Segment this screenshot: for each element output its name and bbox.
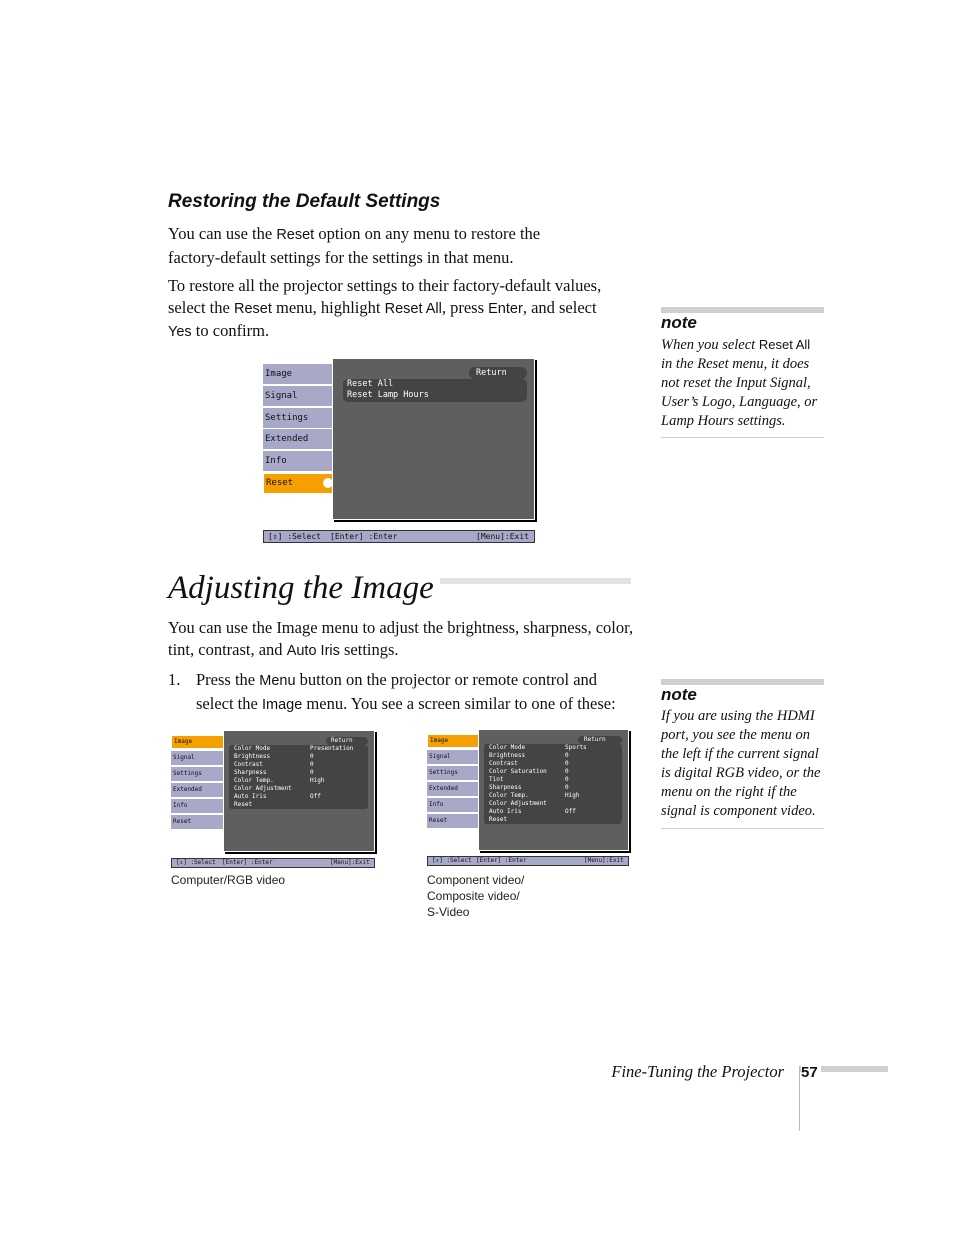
- menu-status-bar: [427, 856, 629, 866]
- paragraph-restore-all: To restore all the projector settings to their factory-default values, select the Reset menu, highlight Reset All, press Enter, and select Yes to confirm.: [168, 276, 602, 340]
- menu-row: [489, 800, 619, 808]
- menu-item-reset-all: Reset All: [347, 379, 394, 389]
- step-1: 1. Press the Menu button on the projector or remote control and select the Image menu. You see a screen similar to one of these:: [168, 670, 616, 713]
- menu-tab-info: Info: [171, 799, 226, 813]
- menu-status-bar: [263, 530, 535, 543]
- menu-row: [234, 769, 364, 777]
- section-heading-restoring: Restoring the Default Settings: [168, 191, 441, 212]
- menu-row-label: Color Saturation: [489, 768, 547, 775]
- menu-return-label: Return: [578, 736, 622, 744]
- menu-row-label: Reset: [234, 801, 253, 808]
- menu-row-value: High: [565, 792, 580, 799]
- status-select: [⇕] :Select: [432, 857, 472, 864]
- menu-row: [489, 760, 619, 768]
- menu-row: [234, 785, 364, 793]
- menu-tab-settings: Settings: [263, 408, 336, 428]
- menu-row: [489, 784, 619, 792]
- menu-return-label: Return: [326, 737, 368, 745]
- menu-row-label: Sharpness: [234, 769, 267, 776]
- menu-row-value: High: [310, 777, 325, 784]
- status-enter: [Enter] :Enter: [222, 859, 273, 866]
- menu-row: [489, 752, 619, 760]
- menu-row-label: Brightness: [234, 753, 271, 760]
- menu-row: [234, 777, 364, 785]
- menu-row-value: Sports: [565, 744, 587, 751]
- image-menu-component-screenshot: [427, 729, 630, 869]
- status-exit: [Menu]:Exit: [584, 857, 624, 864]
- status-select: [⇕] :Select: [268, 532, 321, 541]
- menu-row-value: 0: [565, 784, 569, 791]
- note-title: note: [661, 313, 697, 332]
- menu-status-bar: [171, 858, 375, 868]
- menu-rows: [489, 744, 619, 824]
- status-enter: [Enter] :Enter: [476, 857, 527, 864]
- menu-row-value: Presentation: [310, 745, 354, 752]
- menu-row-value: 0: [565, 776, 569, 783]
- menu-row-value: 0: [565, 760, 569, 767]
- menu-item-reset-lamp-hours: Reset Lamp Hours: [347, 390, 429, 400]
- footer-vertical-rule: [799, 1066, 800, 1131]
- menu-row: [234, 793, 364, 801]
- menu-row-value: Off: [565, 808, 576, 815]
- menu-row-label: Color Mode: [489, 744, 526, 751]
- note-reset-all: When you select Reset All in the Reset menu, it does not reset the Input Signal, User’s Logo, Language, or Lamp Hours settings.: [661, 337, 818, 429]
- paragraph-adjust-intro: You can use the Image menu to adjust the brightness, sharpness, color, tint, contrast, and Auto Iris settings.: [168, 618, 634, 659]
- menu-tab-extended: Extended: [171, 783, 226, 797]
- menu-row-value: 0: [565, 768, 569, 775]
- reset-menu-screenshot: [263, 358, 536, 545]
- menu-row: [234, 745, 364, 753]
- menu-tab-extended: Extended: [427, 782, 481, 796]
- menu-row-value: Off: [310, 793, 321, 800]
- menu-row: [234, 761, 364, 769]
- menu-row-label: Contrast: [489, 760, 518, 767]
- menu-row-label: Color Mode: [234, 745, 271, 752]
- menu-row: [489, 768, 619, 776]
- menu-row: [234, 753, 364, 761]
- menu-tab-settings: Settings: [171, 767, 226, 781]
- menu-tab-signal: Signal: [263, 386, 336, 406]
- menu-row-label: Color Temp.: [234, 777, 274, 784]
- menu-row-label: Contrast: [234, 761, 263, 768]
- menu-row: [234, 801, 364, 809]
- note-hdmi: If you are using the HDMI port, you see the menu on the left if the current signal is digital RGB video, or the menu on the right if the signal is component video.: [661, 708, 821, 819]
- menu-row: [489, 776, 619, 784]
- menu-row-label: Auto Iris: [234, 793, 267, 800]
- menu-row-value: 0: [310, 769, 314, 776]
- paragraph-reset-intro: You can use the Reset option on any menu to restore the factory-default settings for the settings in that menu.: [168, 224, 541, 267]
- menu-tab-reset: Reset: [263, 473, 338, 494]
- menu-tab-image: Image: [263, 364, 336, 384]
- note-divider-2: [661, 828, 824, 829]
- menu-row-label: Tint: [489, 776, 504, 783]
- menu-return-label: Return: [469, 367, 527, 379]
- menu-row-label: Color Adjustment: [489, 800, 547, 807]
- caption-rgb: Computer/RGB video: [171, 873, 286, 887]
- menu-tab-info: Info: [263, 451, 336, 471]
- menu-row-value: 0: [310, 753, 314, 760]
- section-heading-adjusting: Adjusting the Image: [168, 570, 440, 607]
- menu-row: [489, 792, 619, 800]
- menu-tab-image: Image: [171, 735, 228, 749]
- menu-row: [489, 744, 619, 752]
- note-title-2: note: [661, 685, 697, 704]
- status-exit: [Menu]:Exit: [330, 859, 370, 866]
- menu-row-value: 0: [565, 752, 569, 759]
- menu-row-label: Color Temp.: [489, 792, 529, 799]
- menu-row-value: 0: [310, 761, 314, 768]
- menu-row-label: Reset: [489, 816, 508, 823]
- image-menu-rgb-screenshot: [171, 730, 376, 870]
- menu-row: [489, 816, 619, 824]
- menu-tab-image: Image: [427, 734, 483, 748]
- page-number: 57: [801, 1064, 821, 1081]
- footer-chapter-title: Fine-Tuning the Projector: [611, 1062, 784, 1081]
- menu-tab-settings: Settings: [427, 766, 481, 780]
- note-divider: [661, 437, 824, 438]
- menu-tab-info: Info: [427, 798, 481, 812]
- menu-row-label: Color Adjustment: [234, 785, 292, 792]
- status-select: [⇕] :Select: [176, 859, 216, 866]
- menu-tab-signal: Signal: [427, 750, 481, 764]
- menu-tab-reset: Reset: [171, 815, 226, 829]
- status-enter: [Enter] :Enter: [330, 532, 398, 541]
- status-exit: [Menu]:Exit: [476, 532, 529, 541]
- menu-row-label: Brightness: [489, 752, 526, 759]
- menu-tab-reset: Reset: [427, 814, 481, 828]
- menu-row-label: Auto Iris: [489, 808, 522, 815]
- caption-component: Component video/ Composite video/ S-Video: [427, 873, 525, 919]
- menu-tab-signal: Signal: [171, 751, 226, 765]
- menu-row: [489, 808, 619, 816]
- menu-row-label: Sharpness: [489, 784, 522, 791]
- menu-rows: [234, 745, 364, 809]
- menu-tab-extended: Extended: [263, 429, 336, 449]
